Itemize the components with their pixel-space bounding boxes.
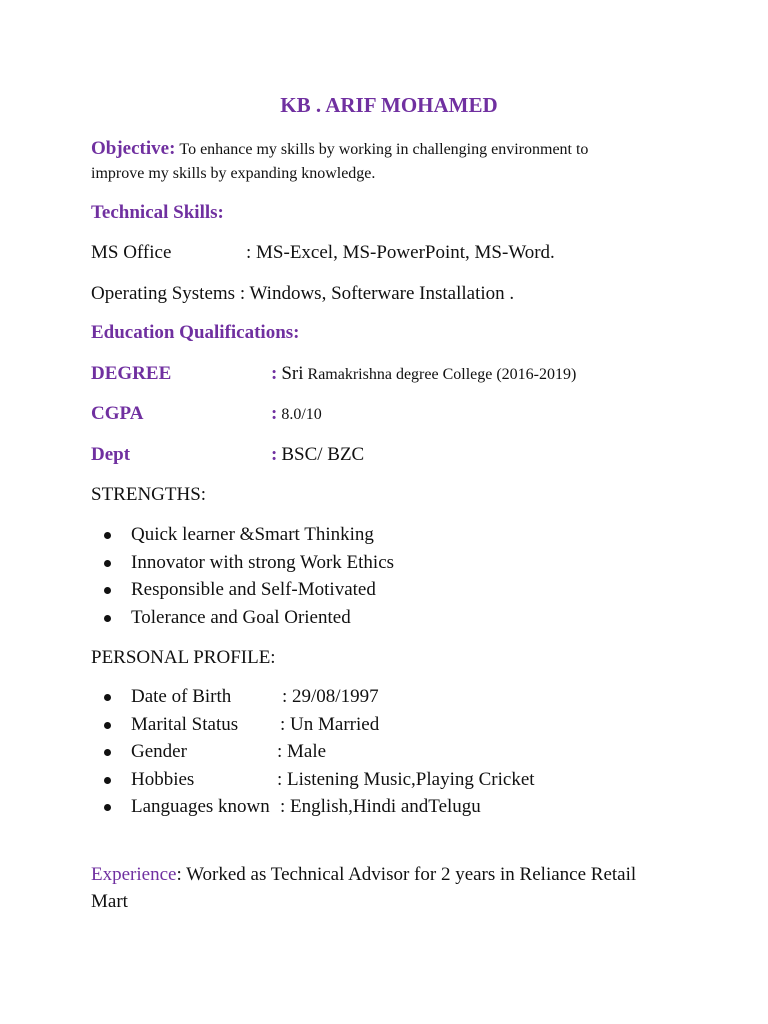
degree-value-prefix: Sri [281,363,304,384]
objective-label: Objective: [91,138,176,159]
operating-systems-line: Operating Systems : Windows, Softerware Installation . [91,283,515,304]
bullet-icon [104,532,111,539]
bullet-icon [104,749,111,756]
experience-text-2: Mart [91,891,128,912]
objective-text-2: improve my skills by expanding knowledge. [91,165,376,182]
experience-line-1 [91,864,636,886]
candidate-name: KB . ARIF MOHAMED [280,93,498,117]
degree-value: Ramakrishna degree College (2016-2019) [307,366,577,383]
bullet-icon [104,804,111,811]
dept-value-row [271,444,364,466]
objective-text-1: To enhance my skills by working in challenging environment to [179,141,589,158]
dept-value: BSC/ BZC [281,444,365,465]
bullet-icon [104,587,111,594]
cgpa-label: CGPA [91,403,144,424]
strengths-heading: STRENGTHS: [91,484,207,505]
cgpa-value: 8.0/10 [281,406,322,423]
degree-colon: : [271,363,278,384]
cgpa-colon: : [271,403,278,424]
technical-skills-heading: Technical Skills: [91,202,224,223]
education-heading: Education Qualifications: [91,322,300,343]
bullet-icon [104,722,111,729]
degree-label: DEGREE [91,363,172,384]
bullet-icon [104,777,111,784]
experience-text-1: : Worked as Technical Advisor for 2 years in Reliance Retail [176,864,637,885]
cgpa-value-row [271,403,322,425]
degree-value-row [271,363,576,385]
ms-office-value: : MS-Excel, MS-PowerPoint, MS-Word. [246,242,555,263]
bullet-icon [104,694,111,701]
personal-profile-heading: PERSONAL PROFILE: [91,647,276,668]
ms-office-label: MS Office [91,242,172,263]
bullet-icon [104,615,111,622]
resume-page: KB . ARIF MOHAMED Objective: To enhance my skills by working in challenging environment to improve my skills by expanding knowledge. Technical Skills: MS Office : MS-Excel, MS-PowerPoint, MS-Word. Operating Systems : Windows, Softerware Installation . Education Qualifications: DEGREE : Sri Ramakrishna degree College (2016-2019) CGPA : 8.0/10 Dept : BSC/ BZC STRENGTHS: Quick learner &Smart Thinking Innovator with strong Work Ethics Responsible and Self-Motivated Tolerance and Goal Oriented PERSONAL PROFILE: Date of Birth : 29/08/1997 Marital Status : Un Married Gender : Male Hobbies : Listening Music,Playing Cricket Languages known : English,Hindi andTelugu Experience: Worked as Technical Advisor for 2 years in Reliance Retail Mart [0,0,768,1024]
dept-colon: : [271,444,278,465]
experience-label: Experience [91,864,177,885]
dept-label: Dept [91,444,131,465]
bullet-icon [104,560,111,567]
objective-line-1 [91,138,588,160]
